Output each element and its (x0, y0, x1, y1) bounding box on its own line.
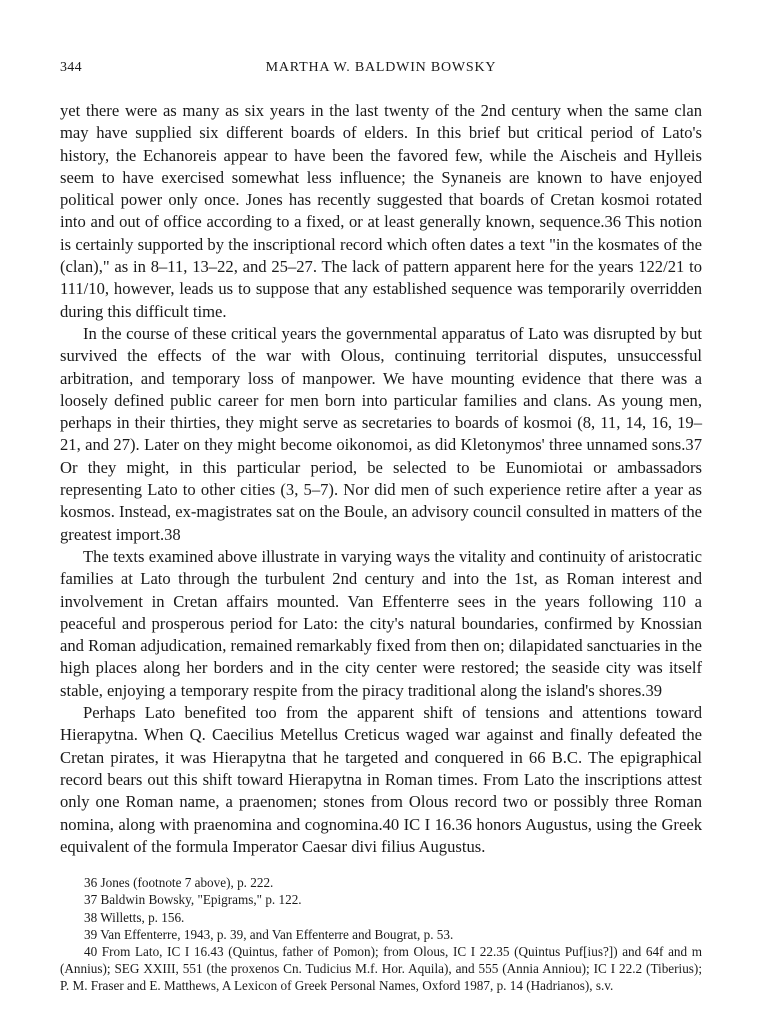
footnote: 38 Willetts, p. 156. (84, 909, 185, 925)
footnote: 40 From Lato, IC I 16.43 (Quintus, father of Pomon); from Olous, IC I 22.35 (Quintus Puf[ius?]) and 64f and m (Annius); SEG XXIII, 551 (the proxenos Cn. Tudicius M.f. Hor. Aquila), and 555 (Annia Anniou); IC I 22.2 (Tiberius); P. M. Fraser and E. Matthews, A Lexicon of Greek Personal Names, Oxford 1987, p. 14 (Hadrianos), s.v. (60, 943, 702, 994)
body-paragraph: The texts examined above illustrate in varying ways the vitality and continuity of aristocratic families at Lato through the turbulent 2nd century and into the 1st, as Roman interest and involvement in Cretan affairs mounted. Van Effenterre sees in the years following 110 a peaceful and prosperous period for Lato: the city's natural boundaries, confirmed by Knossian and Roman adjudication, remained remarkably fixed from then on; dilapidated sanctuaries in the high places along her borders and in the city center were restored; the seaside city was itself stable, enjoying a temporary respite from the piracy traditional along the island's shores.39 (60, 546, 702, 700)
body-paragraph: yet there were as many as six years in the last twenty of the 2nd century when the same clan may have supplied six different boards of elders. In this brief but critical period of Lato's history, the Echanoreis appear to have been the favored few, while the Aischeis and Hylleis seem to have exercised somewhat less influence; the Synaneis are known to have enjoyed political power only once. Jones has recently suggested that boards of Cretan kosmoi rotated into and out of office according to a fixed, or at least generally known, sequence.36 This notion is certainly supported by the inscriptional record which often dates a text "in the kosmates of the (clan)," as in 8–11, 13–22, and 25–27. The lack of pattern apparent here for the years 122/21 to 111/10, however, leads us to suppose that any established sequence was temporarily overridden during this difficult time. (60, 101, 702, 321)
footnote: 36 Jones (footnote 7 above), p. 222. (84, 875, 274, 891)
body-paragraph: Perhaps Lato benefited too from the apparent shift of tensions and attentions toward Hierapytna. When Q. Caecilius Metellus Creticus waged war against and finally defeated the Cretan pirates, it was Hierapytna that he targeted and conquered in 66 B.C. The epigraphical record bears out this shift toward Hierapytna in Roman times. From Lato the inscriptions attest only one Roman name, a praenomen; stones from Olous record two or possibly three Roman nomina, along with praenomina and cognomina.40 IC I 16.36 honors Augustus, using the Greek equivalent of the formula Imperator Caesar divi filius Augustus. (60, 703, 702, 856)
author-running-head: MARTHA W. BALDWIN BOWSKY (265, 60, 497, 75)
article-body (60, 100, 702, 858)
body-paragraph: In the course of these critical years the governmental apparatus of Lato was disrupted by but survived the effects of the war with Olous, continuing territorial disputes, unsuccessful arbitration, and temporary loss of manpower. We have mounting evidence that there was a loosely defined public career for men born into particular families and clans. As young men, perhaps in their thirties, they might serve as secretaries to boards of kosmoi (8, 11, 14, 16, 19–21, and 27). Later on they might become oikonomoi, as did Kletonymos' three unnamed sons.37 Or they might, in this particular period, be selected to be Eunomiotai or ambassadors representing Lato to other cities (3, 5–7). Nor did men of such experience retire after a year as kosmos. Instead, ex-magistrates sat on the Boule, an advisory council consulted in matters of the greatest import.38 (60, 323, 702, 544)
running-head (60, 60, 702, 84)
journal-page (60, 60, 702, 995)
page-number: 344 (60, 60, 82, 75)
footnotes (60, 874, 702, 994)
footnote: 39 Van Effenterre, 1943, p. 39, and Van Effenterre and Bougrat, p. 53. (84, 926, 454, 942)
footnote: 37 Baldwin Bowsky, "Epigrams," p. 122. (84, 892, 302, 908)
